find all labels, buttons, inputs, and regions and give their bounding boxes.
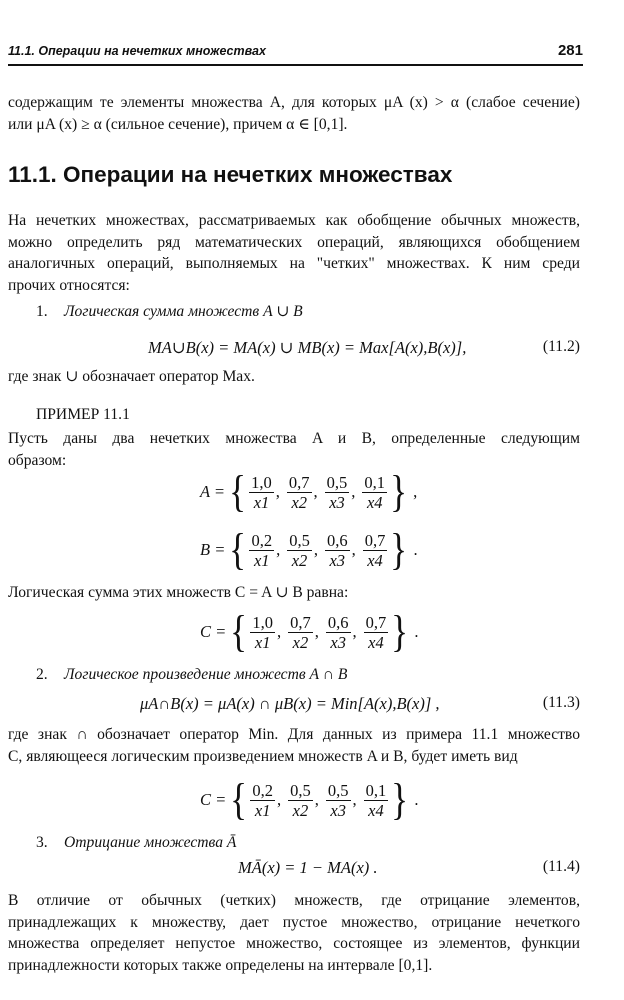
paragraph-line: На нечетких множествах, рассматриваемых как обобщение обычных множеств, — [8, 212, 580, 229]
paragraph-line: принадлежности которых также определены на интервале [0,1]. — [8, 956, 433, 974]
fraction-denominator: x1 — [254, 632, 271, 652]
fraction — [249, 531, 274, 570]
fraction-denominator: x1 — [254, 800, 271, 820]
fraction — [288, 781, 313, 820]
intro-paragraph — [8, 92, 580, 135]
fraction-denominator: x1 — [253, 550, 270, 570]
fraction-numerator: 0,5 — [289, 530, 310, 550]
fraction-denominator: x1 — [253, 492, 270, 512]
paragraph-line: где знак ∩ обозначает оператор Min. Для данных из примера 11.1 множество — [8, 726, 580, 743]
set-trailing-mark: . — [413, 540, 418, 559]
fraction — [250, 613, 275, 652]
fraction-denominator: x2 — [291, 550, 308, 570]
fraction — [362, 473, 387, 512]
fraction — [287, 473, 312, 512]
fraction-numerator: 1,0 — [252, 612, 274, 632]
fraction-numerator: 0,7 — [365, 612, 387, 632]
paragraph-line: принадлежащих к множеству, дает пустое множество, отрицание нечеткого — [8, 913, 580, 931]
fraction-numerator: 0,1 — [364, 472, 386, 492]
fraction — [363, 531, 388, 570]
fraction-denominator: x3 — [330, 800, 346, 820]
fraction-numerator: 0,2 — [252, 780, 274, 800]
list-item-text: Логическое произведение множеств A ∩ B — [64, 666, 348, 683]
fraction-numerator: 0,2 — [251, 530, 273, 550]
paragraph-line: образом: — [8, 451, 67, 469]
list-item-number: 1. — [36, 303, 48, 320]
example-title: ПРИМЕР 11.1 — [36, 406, 130, 423]
paragraph-line: Логическая сумма этих множеств C = A ∪ B равна: — [8, 584, 349, 601]
set-c-sum-formula: C = { $\frac{1,0}{x1}$ , $\frac{0,7}{x2}$ , $\frac{0,6}{x3}$ , $\frac{0,7}{x4}$ } . — [200, 607, 419, 656]
list-item-negation — [36, 834, 236, 852]
fraction — [287, 531, 312, 570]
fraction-numerator: 0,7 — [290, 612, 311, 632]
fraction-denominator: x3 — [329, 550, 346, 570]
fraction-numerator: 0,7 — [364, 530, 386, 550]
running-header — [8, 40, 583, 66]
equation-number: (11.4) — [542, 858, 580, 875]
list-item-product — [36, 666, 347, 684]
fraction-denominator: x3 — [329, 492, 345, 512]
list-item-text: Логическая сумма множеств A ∪ B — [64, 303, 303, 320]
set-trailing-mark: . — [414, 622, 419, 641]
fraction — [364, 781, 389, 820]
left-brace-icon: { — [229, 525, 247, 574]
sum-line — [8, 582, 580, 604]
intro-line: содержащим те элементы множества A, для которых μA (x) > α (слабое сечение) — [8, 94, 580, 111]
right-brace-icon: } — [390, 525, 408, 574]
fraction-denominator: x4 — [367, 550, 383, 570]
fraction — [364, 613, 389, 652]
fraction-denominator: x3 — [330, 632, 346, 652]
fraction-numerator: 0,1 — [365, 780, 387, 800]
set-a-formula: A = { $\frac{1,0}{x1}$ , $\frac{0,7}{x2}$ , $\frac{0,5}{x3}$ , $\frac{0,1}{x4}$ } , — [200, 467, 418, 516]
fraction-numerator: 0,7 — [288, 472, 310, 492]
set-label: C = — [200, 790, 227, 809]
fraction-denominator: x2 — [292, 800, 309, 820]
formula-11-4: MĀ(x) = 1 − MA(x) . — [238, 858, 378, 877]
paragraph-min — [8, 724, 580, 767]
intro-line: или μA (x) ≥ α (сильное сечение), причем α ∈ [0,1]. — [8, 115, 348, 133]
fraction-denominator: x4 — [368, 800, 384, 820]
fraction-denominator: x2 — [291, 492, 308, 512]
note-max — [8, 366, 580, 388]
paragraph-negation — [8, 890, 580, 976]
paragraph-line: аналогичных операций, выполняемых на "четких" множествах. К ним среди — [8, 255, 580, 273]
paragraph-line: можно определить ряд математических операций, являющихся обобщением — [8, 233, 580, 251]
paragraph-line: Пусть даны два нечетких множества A и B, определенные следующим — [8, 430, 580, 447]
fraction — [249, 473, 274, 512]
left-brace-icon: { — [230, 607, 248, 656]
left-brace-icon: { — [230, 775, 248, 824]
paragraph-line: В отличие от обычных (четких) множеств, где отрицание элементов, — [8, 892, 580, 909]
set-b-formula: B = { $\frac{0,2}{x1}$ , $\frac{0,5}{x2}$ , $\frac{0,6}{x3}$ , $\frac{0,7}{x4}$ } . — [200, 525, 418, 574]
fraction-numerator: 0,5 — [327, 780, 349, 800]
fraction — [250, 781, 275, 820]
paragraph-line: множества определяет непустое множество, состоящее из элементов, функции — [8, 935, 580, 953]
list-item-sum — [36, 302, 303, 321]
right-brace-icon: } — [391, 607, 409, 656]
fraction-numerator: 1,0 — [251, 472, 272, 492]
fraction-numerator: 0,5 — [290, 780, 311, 800]
running-header-title: 11.1. Операции на нечетких множествах — [8, 44, 266, 58]
fraction-denominator: x4 — [366, 492, 383, 512]
fraction — [325, 531, 350, 570]
paragraph-line: где знак ∪ обозначает оператор Max. — [8, 368, 255, 385]
paragraph-line: прочих относятся: — [8, 276, 130, 294]
paragraph-line: C, являющееся логическим произведением множеств A и B, будет иметь вид — [8, 747, 518, 765]
formula-11-2: MA∪B(x) = MA(x) ∪ MB(x) = Max[A(x),B(x)], — [148, 338, 467, 357]
fraction-numerator: 0,6 — [326, 530, 348, 550]
set-c-product-formula: C = { $\frac{0,2}{x1}$ , $\frac{0,5}{x2}$ , $\frac{0,5}{x3}$ , $\frac{0,1}{x4}$ } . — [200, 775, 419, 824]
set-label: C = — [200, 622, 227, 641]
equation-number: (11.3) — [542, 694, 580, 711]
set-trailing-mark: . — [414, 790, 419, 809]
set-label: B = — [200, 540, 226, 559]
set-label: A = — [200, 482, 226, 501]
set-trailing-mark: , — [413, 482, 418, 501]
fraction — [326, 781, 351, 820]
list-item-number: 2. — [36, 666, 48, 683]
section-heading: 11.1. Операции на нечетких множествах — [8, 162, 453, 187]
fraction-numerator: 0,6 — [327, 612, 349, 632]
paragraph-operations — [8, 210, 580, 296]
example-paragraph — [8, 428, 580, 471]
fraction-numerator: 0,5 — [326, 472, 348, 492]
equation-number: (11.2) — [542, 338, 580, 355]
fraction — [325, 473, 350, 512]
formula-11-3: μA∩B(x) = μA(x) ∩ μB(x) = Min[A(x),B(x)] , — [140, 694, 440, 713]
list-item-text: Отрицание множества Ā — [64, 834, 237, 851]
list-item-number: 3. — [36, 834, 48, 851]
fraction-denominator: x4 — [368, 632, 384, 652]
fraction — [326, 613, 351, 652]
left-brace-icon: { — [229, 467, 247, 516]
right-brace-icon: } — [390, 467, 408, 516]
fraction-denominator: x2 — [292, 632, 309, 652]
right-brace-icon: } — [391, 775, 409, 824]
fraction — [288, 613, 313, 652]
page-number: 281 — [557, 42, 583, 59]
